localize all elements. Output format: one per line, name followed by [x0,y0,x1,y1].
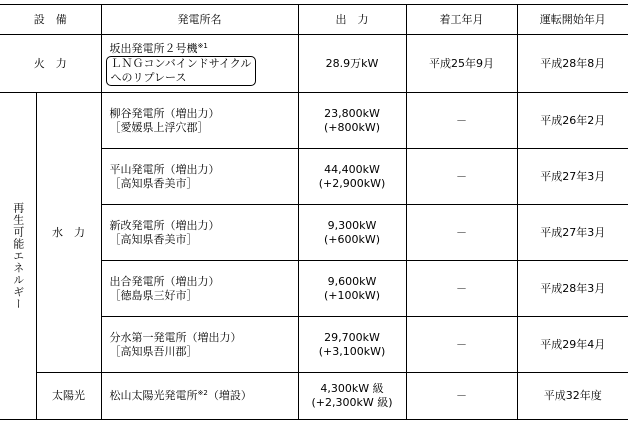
header-construction: 着工年月 [406,5,517,35]
construction-date: 平成25年9月 [406,35,517,93]
output-increase: (+100kW) [323,288,381,302]
category-renewable [0,93,36,420]
plant-location: ［高知県吾川郡］ [109,344,198,358]
header-plant: 発電所名 [101,5,298,35]
table-row [0,93,628,149]
output-cell [298,373,406,420]
output-increase: (+800kW) [323,120,381,134]
output-value: 29,700kW [324,330,380,344]
plant-name-cell [101,317,298,373]
construction-date: － [406,149,517,205]
operation-date: 平成27年3月 [517,149,628,205]
table-row-solar [0,373,628,420]
category-renewable-label: 再生可能エネルギー [11,202,25,310]
plant-desc-line2: へのリプレース [110,70,187,84]
output-cell [298,149,406,205]
construction-date: － [406,261,517,317]
construction-date: － [406,373,517,420]
header-facility: 設 備 [0,5,101,35]
plant-name: 松山太陽光発電所 [109,389,198,402]
operation-date: 平成32年度 [517,373,628,420]
plant-name: 新改発電所（増出力） [109,218,220,232]
plant-name: 平山発電所（増出力） [109,162,220,176]
plant-name: 分水第一発電所（増出力） [109,330,242,344]
plant-name-cell [101,149,298,205]
subcategory-hydro: 水 力 [36,93,101,373]
operation-date: 平成26年2月 [517,93,628,149]
output-value: 44,400kW [324,162,380,176]
construction-date: － [406,93,517,149]
category-thermal: 火 力 [0,35,101,93]
plant-location: ［徳島県三好市］ [109,288,198,302]
output-value: 28.9万kW [298,35,406,93]
power-plant-table [0,4,628,420]
plant-name-cell [101,93,298,149]
plant-name-suffix: （増設） [207,389,252,402]
plant-name-cell [101,205,298,261]
header-operation: 運転開始年月 [517,5,628,35]
operation-date: 平成28年8月 [517,35,628,93]
output-value: 9,300kW [327,218,377,232]
output-value: 23,800kW [324,106,380,120]
header-row [0,5,628,35]
output-cell [298,205,406,261]
output-value: 9,600kW [327,274,377,288]
plant-name-cell [101,35,298,93]
output-increase: (+3,100kW) [318,344,386,358]
table-row-thermal [0,35,628,93]
plant-name-cell [101,261,298,317]
construction-date: － [406,317,517,373]
output-increase: (+2,300kW 級) [311,396,393,409]
operation-date: 平成28年3月 [517,261,628,317]
plant-name: 柳谷発電所（増出力） [109,106,220,120]
plant-name: 出合発電所（増出力） [109,274,220,288]
replacement-note [106,56,257,86]
subcategory-solar: 太陽光 [36,373,101,420]
operation-date: 平成29年4月 [517,317,628,373]
footnote-mark: ※1 [197,41,208,50]
footnote-mark: ※2 [197,389,208,397]
plant-location: ［愛媛県上浮穴郡］ [109,120,209,134]
output-cell [298,317,406,373]
plant-name: 坂出発電所２号機 [109,41,198,55]
output-increase: (+600kW) [323,232,381,246]
plant-location: ［高知県香美市］ [109,176,198,190]
header-output: 出 力 [298,5,406,35]
operation-date: 平成27年3月 [517,205,628,261]
plant-name-cell [101,373,298,420]
plant-desc-line1: ＬＮＧコンバインドサイクル [110,56,252,70]
output-cell [298,261,406,317]
output-cell [298,93,406,149]
plant-location: ［高知県香美市］ [109,232,198,246]
construction-date: － [406,205,517,261]
output-increase: (+2,900kW) [318,176,386,190]
output-value: 4,300kW 級 [320,382,384,395]
